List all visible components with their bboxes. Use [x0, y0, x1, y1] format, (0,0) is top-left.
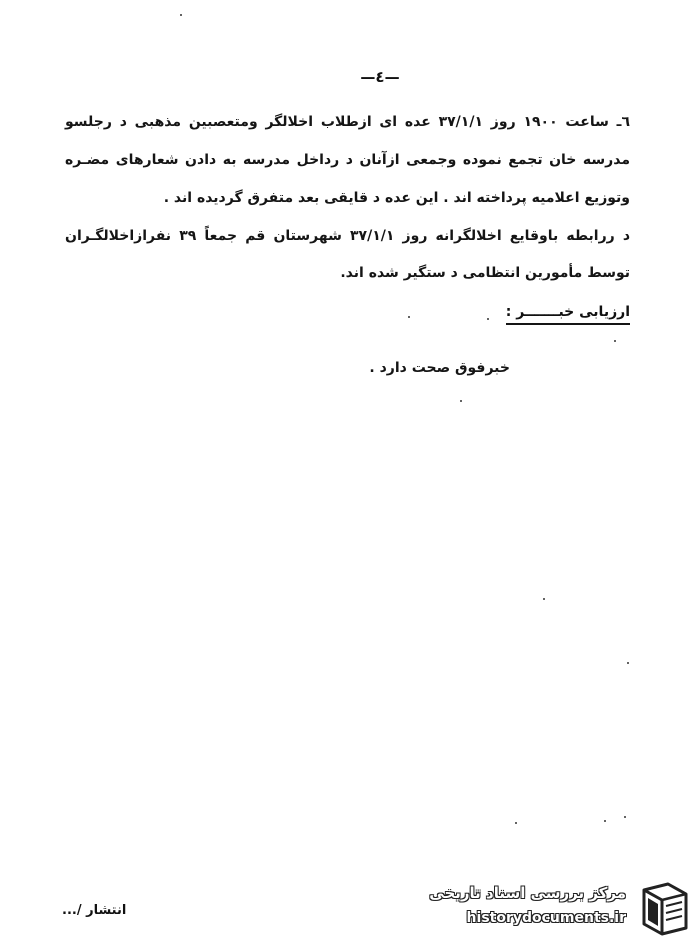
scan-speck [460, 400, 462, 402]
scan-speck [408, 316, 410, 318]
scan-speck [543, 598, 545, 600]
paragraph-line-5: توسط مأمورین انتظامی د ستگیر شده اند. [340, 265, 630, 281]
watermark-logo [412, 878, 692, 940]
scan-speck [180, 14, 182, 16]
watermark-text-fa: مرکز بررسی اسناد تاریخی [429, 884, 626, 902]
distribution-note: انتشار /... [62, 903, 127, 918]
page-number: —٤— [360, 68, 400, 86]
assessment-text: خبرفوق صحت دارد . [369, 360, 510, 376]
watermark-text-en: historydocuments.ir [466, 910, 626, 926]
paragraph-line-4: د ررابطه باوقایع اخلالگرانه روز ٣٧/١/١ شهرستان قم جمعاً ٣٩ نفرازاخلالگـران [65, 228, 631, 244]
paragraph-line-2: مدرسه خان تجمع نموده وجمعی ازآنان د رداخل مدرسه به دادن شعارهای مضـره [65, 152, 630, 168]
paragraph-line-1: ٦ـ ساعت ١٩٠٠ روز ٣٧/١/١ عده ای ازطلاب اخلالگر ومتعصبین مذهبی د رجلسو [65, 114, 630, 130]
paragraph-line-3: وتوزیع اعلامیه پرداخته اند . این عده د قایقی بعد متفرق گردیده اند . [163, 190, 630, 206]
scan-speck [487, 318, 489, 320]
scan-speck [515, 822, 517, 824]
book-logo-icon [638, 880, 692, 936]
assessment-heading: ارزیابی خبـــــــر : [506, 304, 630, 325]
scan-speck [604, 820, 606, 822]
scan-speck [627, 662, 629, 664]
scan-speck [614, 340, 616, 342]
scan-speck [624, 816, 626, 818]
